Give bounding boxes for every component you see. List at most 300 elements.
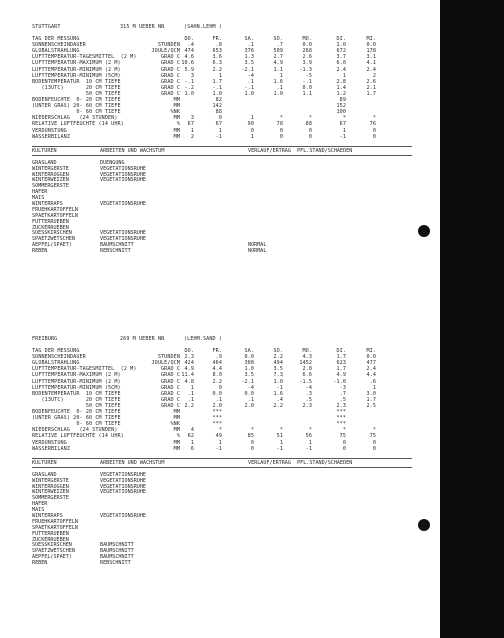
row-value: DI. xyxy=(336,348,346,355)
row-value: 2 xyxy=(372,72,376,79)
row-value: 1.4 xyxy=(336,84,346,91)
row-value: 51 xyxy=(276,433,283,440)
row-value: 4.9 xyxy=(273,60,283,67)
row-value: 0 xyxy=(342,445,346,452)
row-value: -.1 xyxy=(302,78,312,85)
row-unit: MM xyxy=(173,103,180,110)
row-unit: MM xyxy=(173,127,180,134)
row-value: 1 xyxy=(190,439,194,446)
row-value: 56 xyxy=(305,433,312,440)
row-label: VERDUNSTUNG xyxy=(32,127,67,134)
row-value: * xyxy=(308,427,312,434)
crop-note: NORMAL xyxy=(248,242,267,249)
row-value: 1.0 xyxy=(336,42,346,49)
row-value: MO. xyxy=(302,348,312,355)
row-value: 3 xyxy=(190,115,194,122)
row-value: 0 xyxy=(308,127,312,134)
crop-name: SUESSKIRSCHEN xyxy=(32,230,72,237)
row-value: 1.6 xyxy=(273,78,283,85)
crop-work: VEGETATIONSRUHE xyxy=(100,236,147,243)
row-value: 424 xyxy=(184,360,194,367)
row-value: 1.3 xyxy=(244,54,254,61)
row-value: MO. xyxy=(302,36,312,43)
crop-row xyxy=(32,248,432,254)
row-value: 88 xyxy=(305,121,312,128)
row-label: LUFTTEMPERATUR-MAXIMUM (2 M) xyxy=(32,60,121,67)
row-value: 1.0 xyxy=(273,90,283,97)
row-value: .1 xyxy=(187,390,194,397)
row-value: 6.6 xyxy=(302,372,312,379)
row-unit: MM xyxy=(173,415,180,422)
row-value: 4.6 xyxy=(184,54,194,61)
row-value: * xyxy=(218,427,222,434)
row-value: 474 xyxy=(184,48,194,55)
row-value: 0 xyxy=(250,127,254,134)
station-name: STUTTGART xyxy=(32,24,61,30)
row-value: -1 xyxy=(339,133,346,140)
row-value: 268 xyxy=(302,48,312,55)
row-value: 1.0 xyxy=(244,90,254,97)
crop-name: ZUCKERRUEBEN xyxy=(32,224,69,231)
row-value: 653 xyxy=(212,48,222,55)
crop-name: SOMMERGERSTE xyxy=(32,495,69,502)
punch-hole xyxy=(418,225,430,237)
crop-work: BAUMSCHNITT xyxy=(100,242,134,249)
divider xyxy=(32,458,412,459)
row-value: 477 xyxy=(366,360,376,367)
row-label: BODENFEUCHTE 0- 20 CM TIEFE xyxy=(32,409,121,416)
row-label: BODENTEMPERATUR 10 CM TIEFE xyxy=(32,390,121,397)
row-label: LUFTTEMPERATUR-MINIMUM (2 M) xyxy=(32,66,121,73)
row-unit: GRAD C xyxy=(160,60,180,67)
row-value: 1 xyxy=(218,72,222,79)
row-value: 0 xyxy=(218,384,222,391)
scanner-edge xyxy=(440,0,504,638)
station-section-freiburg xyxy=(32,336,432,566)
row-value: 2.8 xyxy=(302,366,312,373)
row-value: 2.2 xyxy=(273,354,283,361)
crop-work: VEGETATIONSRUHE xyxy=(100,489,147,496)
row-value: 90 xyxy=(247,121,254,128)
row-unit: MM xyxy=(173,115,180,122)
row-unit: MM xyxy=(173,445,180,452)
row-label: LUFTTEMPERATUR-MAXIMUM (2 M) xyxy=(32,372,121,379)
row-label: LUFTTEMPERATUR-MINIMUM (5CM) xyxy=(32,72,121,79)
crop-name: REBEN xyxy=(32,560,48,567)
row-value: 4.9 xyxy=(184,366,194,373)
row-value: -1.3 xyxy=(299,66,312,73)
row-unit: GRAD C xyxy=(160,84,180,91)
row-label: (13UTC) 20 CM TIEFE xyxy=(32,396,121,403)
crop-name: SPAETKARTOFFELN xyxy=(32,524,79,531)
row-value: 67 xyxy=(187,121,194,128)
row-value: 2.3 xyxy=(336,402,346,409)
row-value: 1.0 xyxy=(184,90,194,97)
row-value: * xyxy=(308,115,312,122)
station-altitude: 315 M UEBER NN xyxy=(120,24,165,30)
row-value: 0 xyxy=(372,127,376,134)
row-value: -2.1 xyxy=(241,66,254,73)
crop-work: VEGETATIONSRUHE xyxy=(100,165,147,172)
row-value: SO. xyxy=(273,348,283,355)
row-value: 1 xyxy=(190,384,194,391)
row-value: .5 xyxy=(339,396,346,403)
divider xyxy=(32,146,412,147)
crop-name: WINTERRAPS xyxy=(32,201,63,208)
row-value: 88 xyxy=(215,109,222,116)
row-unit: JOULE/QCM xyxy=(151,360,180,367)
row-value: 152 xyxy=(336,103,346,110)
row-value: 3 xyxy=(190,72,194,79)
row-value: * xyxy=(342,115,346,122)
crop-name: AEPFEL(SPAET) xyxy=(32,554,72,561)
row-value: 85 xyxy=(247,433,254,440)
row-value: 4 xyxy=(190,427,194,434)
row-value: *** xyxy=(336,421,346,428)
row-value: -.1 xyxy=(212,84,222,91)
row-value: 2.0 xyxy=(212,402,222,409)
row-value: .4 xyxy=(187,42,194,49)
row-value: 0.0 xyxy=(244,390,254,397)
row-value: 1.6 xyxy=(273,390,283,397)
row-value: 1.7 xyxy=(336,366,346,373)
row-value: -1 xyxy=(215,445,222,452)
crop-name: SPAETZWETSCHEN xyxy=(32,236,75,243)
row-value: .7 xyxy=(276,42,283,49)
row-value: 0.0 xyxy=(302,84,312,91)
row-value: 2.6 xyxy=(366,78,376,85)
crop-name: GRASLAND xyxy=(32,471,57,478)
status-col-title: VERLAUF/ERTRAG PFL.STAND/SCHAEDEN xyxy=(248,459,353,466)
row-value: 100 xyxy=(336,109,346,116)
row-value: *** xyxy=(212,421,222,428)
row-value: 308 xyxy=(244,360,254,367)
row-value: 67 xyxy=(215,121,222,128)
row-value: 1.0 xyxy=(212,90,222,97)
crop-name: GRASLAND xyxy=(32,159,57,166)
crop-work: REBSCHNITT xyxy=(100,248,131,255)
crop-work: REBSCHNITT xyxy=(100,560,131,567)
row-value: 4.4 xyxy=(212,366,222,373)
row-value: 0 xyxy=(250,445,254,452)
row-value: FR. xyxy=(212,348,222,355)
crop-name: MAIS xyxy=(32,507,45,514)
crop-name: SUESSKIRSCHEN xyxy=(32,542,72,549)
crop-name: SOMMERGERSTE xyxy=(32,183,69,190)
crop-name: FRUEHKARTOFFELN xyxy=(32,518,79,525)
row-value: * xyxy=(342,427,346,434)
row-value: * xyxy=(372,115,376,122)
row-value: 0 xyxy=(279,133,283,140)
station-section-stuttgart xyxy=(32,24,432,254)
row-value: 1.2 xyxy=(336,90,346,97)
row-label: TAG DER MESSUNG xyxy=(32,36,80,43)
station-header xyxy=(32,24,432,30)
row-value: 0 xyxy=(250,439,254,446)
row-value: 3.0 xyxy=(366,390,376,397)
row-unit: GRAD C xyxy=(160,54,180,61)
row-value: -4 xyxy=(305,384,312,391)
row-unit: %NK xyxy=(170,421,180,428)
crop-name: FUTTERRUEBEN xyxy=(32,530,69,537)
row-value: .1 xyxy=(187,396,194,403)
row-value: 1.0 xyxy=(273,378,283,385)
row-value: *** xyxy=(212,409,222,416)
row-value: 2.3 xyxy=(184,354,194,361)
row-label: BODENTEMPERATUR 10 CM TIEFE xyxy=(32,78,121,85)
row-value: -1 xyxy=(276,445,283,452)
station-soil-type: (SAHN.LEHM ) xyxy=(184,24,223,30)
row-value: 1.0 xyxy=(244,366,254,373)
row-value: 3.9 xyxy=(302,60,312,67)
row-value: -.1 xyxy=(244,84,254,91)
row-value: .1 xyxy=(247,396,254,403)
row-unit: GRAD C xyxy=(160,366,180,373)
crop-name: FRUEHKARTOFFELN xyxy=(32,206,79,213)
row-value: 464 xyxy=(212,360,222,367)
row-value: 1 xyxy=(372,384,376,391)
row-value: 4.8 xyxy=(184,378,194,385)
row-value: 2.5 xyxy=(366,402,376,409)
row-value: 11.4 xyxy=(181,372,194,379)
crop-name: WINTERROGGEN xyxy=(32,171,69,178)
crop-note: NORMAL xyxy=(248,248,267,255)
row-value: 6.0 xyxy=(336,60,346,67)
row-label: VERDUNSTUNG xyxy=(32,439,67,446)
row-value: .1 xyxy=(276,84,283,91)
row-value: 3.5 xyxy=(244,60,254,67)
crop-row xyxy=(32,560,432,566)
crop-name: SPAETZWETSCHEN xyxy=(32,548,75,555)
row-value: 10.6 xyxy=(181,60,194,67)
work-col-title: ARBEITEN UND WACHSTUM xyxy=(100,459,165,466)
row-value: 49 xyxy=(215,433,222,440)
row-label: NIEDERSCHLAG (24 STUNDEN) xyxy=(32,115,118,122)
row-value: 2.7 xyxy=(273,54,283,61)
crop-work: BAUMSCHNITT xyxy=(100,548,134,555)
row-value: 4.4 xyxy=(366,372,376,379)
crop-name: HAFER xyxy=(32,189,48,196)
row-value: 2.0 xyxy=(244,402,254,409)
row-value: * xyxy=(250,427,254,434)
row-unit: GRAD C xyxy=(160,372,180,379)
row-value: 2.6 xyxy=(302,54,312,61)
row-value: 1 xyxy=(279,439,283,446)
row-label: LUFTTEMPERATUR-TAGESMITTEL (2 M) xyxy=(32,54,137,61)
row-label: RELATIVE LUFTFEUCHTE (14 UHR) xyxy=(32,433,124,440)
row-value: 1 xyxy=(190,127,194,134)
row-unit: GRAD C xyxy=(160,378,180,385)
row-unit: % xyxy=(176,121,180,128)
row-value: 76 xyxy=(369,121,376,128)
crop-work: VEGETATIONSRUHE xyxy=(100,471,147,478)
crop-col-title: KULTUREN xyxy=(32,459,57,466)
row-value: 0 xyxy=(372,133,376,140)
crop-name: WINTERGERSTE xyxy=(32,165,69,172)
row-value: 3.5 xyxy=(273,366,283,373)
row-value: -1 xyxy=(276,384,283,391)
row-value: 2.2 xyxy=(184,402,194,409)
row-value: 494 xyxy=(273,360,283,367)
row-unit: MM xyxy=(173,133,180,140)
row-label: GLOBALSTRAHLUNG xyxy=(32,360,80,367)
row-label: 50 CM TIEFE xyxy=(32,90,121,97)
row-unit: GRAD C xyxy=(160,90,180,97)
row-value: 178 xyxy=(366,48,376,55)
row-value: .1 xyxy=(215,396,222,403)
row-value: * xyxy=(279,427,283,434)
row-value: 4.3 xyxy=(302,354,312,361)
row-value: 1 xyxy=(342,72,346,79)
row-value: 509 xyxy=(273,48,283,55)
crop-name: WINTERGERSTE xyxy=(32,477,69,484)
row-value: 0.0 xyxy=(366,42,376,49)
row-value: MI. xyxy=(366,36,376,43)
row-value: DI. xyxy=(336,36,346,43)
row-value: -3 xyxy=(339,384,346,391)
row-value: .7 xyxy=(339,390,346,397)
row-label: 0- 60 CM TIEFE xyxy=(32,109,121,116)
row-value: MI. xyxy=(366,348,376,355)
divider xyxy=(32,155,412,156)
row-value: .5 xyxy=(305,396,312,403)
row-value: -.2 xyxy=(184,84,194,91)
row-unit: GRAD C xyxy=(160,72,180,79)
crop-name: FUTTERRUEBEN xyxy=(32,218,69,225)
row-value: 67 xyxy=(339,121,346,128)
row-value: 1452 xyxy=(299,360,312,367)
row-value: 75 xyxy=(369,433,376,440)
row-value: 2.2 xyxy=(212,378,222,385)
crop-name: WINTERRAPS xyxy=(32,513,63,520)
row-value: 0.0 xyxy=(212,390,222,397)
divider xyxy=(32,467,412,468)
crop-col-title: KULTUREN xyxy=(32,147,57,154)
row-label: LUFTTEMPERATUR-MINIMUM (2 M) xyxy=(32,378,121,385)
crop-work: VEGETATIONSRUHE xyxy=(100,177,147,184)
crop-work: VEGETATIONSRUHE xyxy=(100,477,147,484)
row-value: .6 xyxy=(369,378,376,385)
row-value: DO. xyxy=(184,36,194,43)
row-unit: STUNDEN xyxy=(157,354,180,361)
row-value: 0.0 xyxy=(366,354,376,361)
row-value: 1.7 xyxy=(336,354,346,361)
row-value: 75 xyxy=(339,433,346,440)
row-value: -4 xyxy=(247,72,254,79)
row-label: WASSERBILANZ xyxy=(32,445,71,452)
row-value: 672 xyxy=(336,48,346,55)
row-unit: GRAD C xyxy=(160,66,180,73)
crop-work: VEGETATIONSRUHE xyxy=(100,230,147,237)
row-value: DO. xyxy=(184,348,194,355)
row-value: 1 xyxy=(342,127,346,134)
row-unit: MM xyxy=(173,427,180,434)
row-value: 2.4 xyxy=(336,66,346,73)
row-value: .1 xyxy=(247,42,254,49)
row-value: 0 xyxy=(372,445,376,452)
row-value: 78 xyxy=(276,121,283,128)
row-label: SONNENSCHEINDAUER xyxy=(32,354,86,361)
row-label: 50 CM TIEFE xyxy=(32,402,121,409)
row-unit: GRAD C xyxy=(160,402,180,409)
row-value: 3.1 xyxy=(366,54,376,61)
row-value: 2.4 xyxy=(366,366,376,373)
row-unit: JOULE/QCM xyxy=(151,48,180,55)
row-value: 62 xyxy=(187,433,194,440)
row-unit: MM xyxy=(173,409,180,416)
row-value: .1 xyxy=(247,78,254,85)
crop-name: WINTERWEIZEN xyxy=(32,489,69,496)
row-value: 0.0 xyxy=(244,354,254,361)
crop-name: SPAETKARTOFFELN xyxy=(32,212,79,219)
row-unit: MM xyxy=(173,439,180,446)
row-value: 1.1 xyxy=(302,90,312,97)
row-value: 623 xyxy=(336,360,346,367)
row-value: 6.3 xyxy=(212,60,222,67)
row-label: LUFTTEMPERATUR-TAGESMITTEL (2 M) xyxy=(32,366,137,373)
row-unit: % xyxy=(176,433,180,440)
row-unit: MM xyxy=(173,97,180,104)
row-value: 1 xyxy=(250,133,254,140)
row-value: .8 xyxy=(215,42,222,49)
row-value: 1.7 xyxy=(212,78,222,85)
row-value: 4.1 xyxy=(366,60,376,67)
row-label: BODENFEUCHTE 0- 20 CM TIEFE xyxy=(32,97,121,104)
crop-name: AEPFEL(SPAET) xyxy=(32,242,72,249)
row-value: * xyxy=(279,115,283,122)
row-value: -.1 xyxy=(184,78,194,85)
row-value: 3.6 xyxy=(212,54,222,61)
row-label: TAG DER MESSUNG xyxy=(32,348,80,355)
crop-work: VEGETATIONSRUHE xyxy=(100,483,147,490)
crop-name: HAFER xyxy=(32,501,48,508)
row-value: 5.9 xyxy=(184,66,194,73)
row-label: (UNTER GRAS) 20- 60 CM TIEFE xyxy=(32,103,121,110)
row-value: 142 xyxy=(212,103,222,110)
row-value: 0 xyxy=(342,439,346,446)
row-value: .3 xyxy=(305,390,312,397)
station-altitude: 269 M UEBER NN xyxy=(120,336,165,342)
row-label: 0- 60 CM TIEFE xyxy=(32,421,121,428)
row-label: RELATIVE LUFTFEUCHTE (14 UHR) xyxy=(32,121,124,128)
crop-name: REBEN xyxy=(32,248,48,255)
row-value: 1 xyxy=(308,439,312,446)
row-label: SONNENSCHEINDAUER xyxy=(32,42,86,49)
row-value: *** xyxy=(336,409,346,416)
row-value: SA. xyxy=(244,36,254,43)
row-value: 1 xyxy=(218,127,222,134)
row-value: SO. xyxy=(273,36,283,43)
row-value: 2.3 xyxy=(302,402,312,409)
row-value: 6 xyxy=(190,445,194,452)
row-value: -1 xyxy=(305,445,312,452)
row-value: 3.7 xyxy=(336,54,346,61)
row-unit: STUNDEN xyxy=(157,42,180,49)
crop-work: VEGETATIONSRUHE xyxy=(100,513,147,520)
row-value: *** xyxy=(336,415,346,422)
crop-name: WINTERROGGEN xyxy=(32,483,69,490)
row-unit: GRAD C xyxy=(160,384,180,391)
crop-work: VEGETATIONSRUHE xyxy=(100,171,147,178)
crop-work: DUENGUNG xyxy=(100,159,125,166)
crop-work: BAUMSCHNITT xyxy=(100,542,134,549)
row-value: -1 xyxy=(215,133,222,140)
row-value: FR. xyxy=(212,36,222,43)
row-value: 7.3 xyxy=(273,372,283,379)
row-value: .4 xyxy=(276,396,283,403)
row-value: *** xyxy=(212,415,222,422)
row-unit: GRAD C xyxy=(160,78,180,85)
